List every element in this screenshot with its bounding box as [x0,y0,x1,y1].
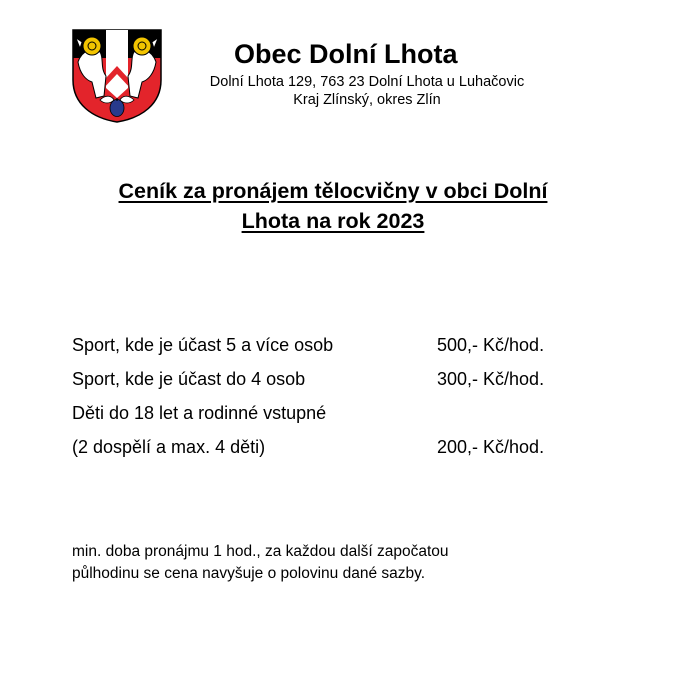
document-heading [70,176,596,236]
rental-note [72,541,449,585]
price-label: Sport, kde je účast do 4 osob [72,369,306,389]
price-label: Děti do 18 let a rodinné vstupné [72,403,327,423]
municipality-title: Obec Dolní Lhota [234,39,458,69]
price-label: Sport, kde je účast 5 a více osob [72,335,334,355]
region-line: Kraj Zlínský, okres Zlín [293,92,441,108]
coat-of-arms-icon [70,28,164,124]
address-line: Dolní Lhota 129, 763 23 Dolní Lhota u Luhačovic [209,74,525,90]
heading-line-2: Lhota na rok 2023 [241,209,425,233]
price-value: 500,- Kč/hod. [437,335,545,355]
note-line-1: min. doba pronájmu 1 hod., za každou další započatou [72,543,449,560]
price-value: 200,- Kč/hod. [437,437,545,457]
note-line-2: půlhodinu se cena navyšuje o polovinu dané sazby. [72,565,426,582]
price-value: 300,- Kč/hod. [437,369,545,389]
price-label: (2 dospělí a max. 4 děti) [72,437,266,457]
coat-of-arms [70,28,164,124]
address-block [193,73,541,109]
heading-line-1: Ceník za pronájem tělocvičny v obci Dolní [118,179,548,203]
